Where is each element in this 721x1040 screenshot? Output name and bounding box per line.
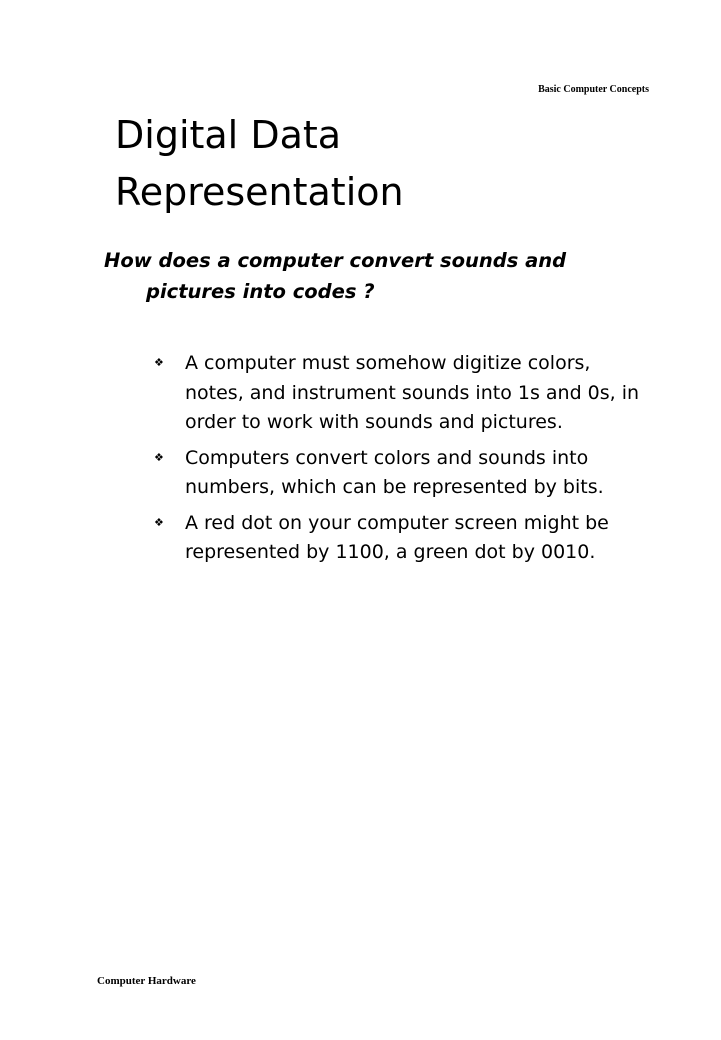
bullet-text: A red dot on your computer screen might be represented by 1100, a green dot by 0010. (185, 511, 609, 563)
question-line-2: pictures into codes ? (146, 280, 375, 303)
bullet-text: A computer must somehow digitize colors, notes, and instrument sounds into 1s and 0s, in order to work with sounds and pictures. (185, 352, 640, 433)
question-heading (104, 245, 624, 307)
page-title (115, 107, 595, 221)
diamond-bullet-icon: ❖ (154, 450, 164, 464)
page-title-line-2: Representation (115, 170, 404, 214)
footer-label: Computer Hardware (97, 975, 196, 987)
bullet-text: Computers convert colors and sounds into numbers, which can be represented by bits. (185, 446, 604, 498)
page-title-line-1: Digital Data (115, 113, 342, 157)
list-item (154, 349, 654, 438)
list-item (154, 509, 654, 568)
diamond-bullet-icon: ❖ (154, 515, 164, 529)
bullet-list (154, 349, 654, 574)
diamond-bullet-icon: ❖ (154, 356, 164, 369)
header-section-label: Basic Computer Concepts (538, 84, 649, 95)
list-item (154, 444, 654, 503)
question-line-1: How does a computer convert sounds and (104, 249, 567, 272)
